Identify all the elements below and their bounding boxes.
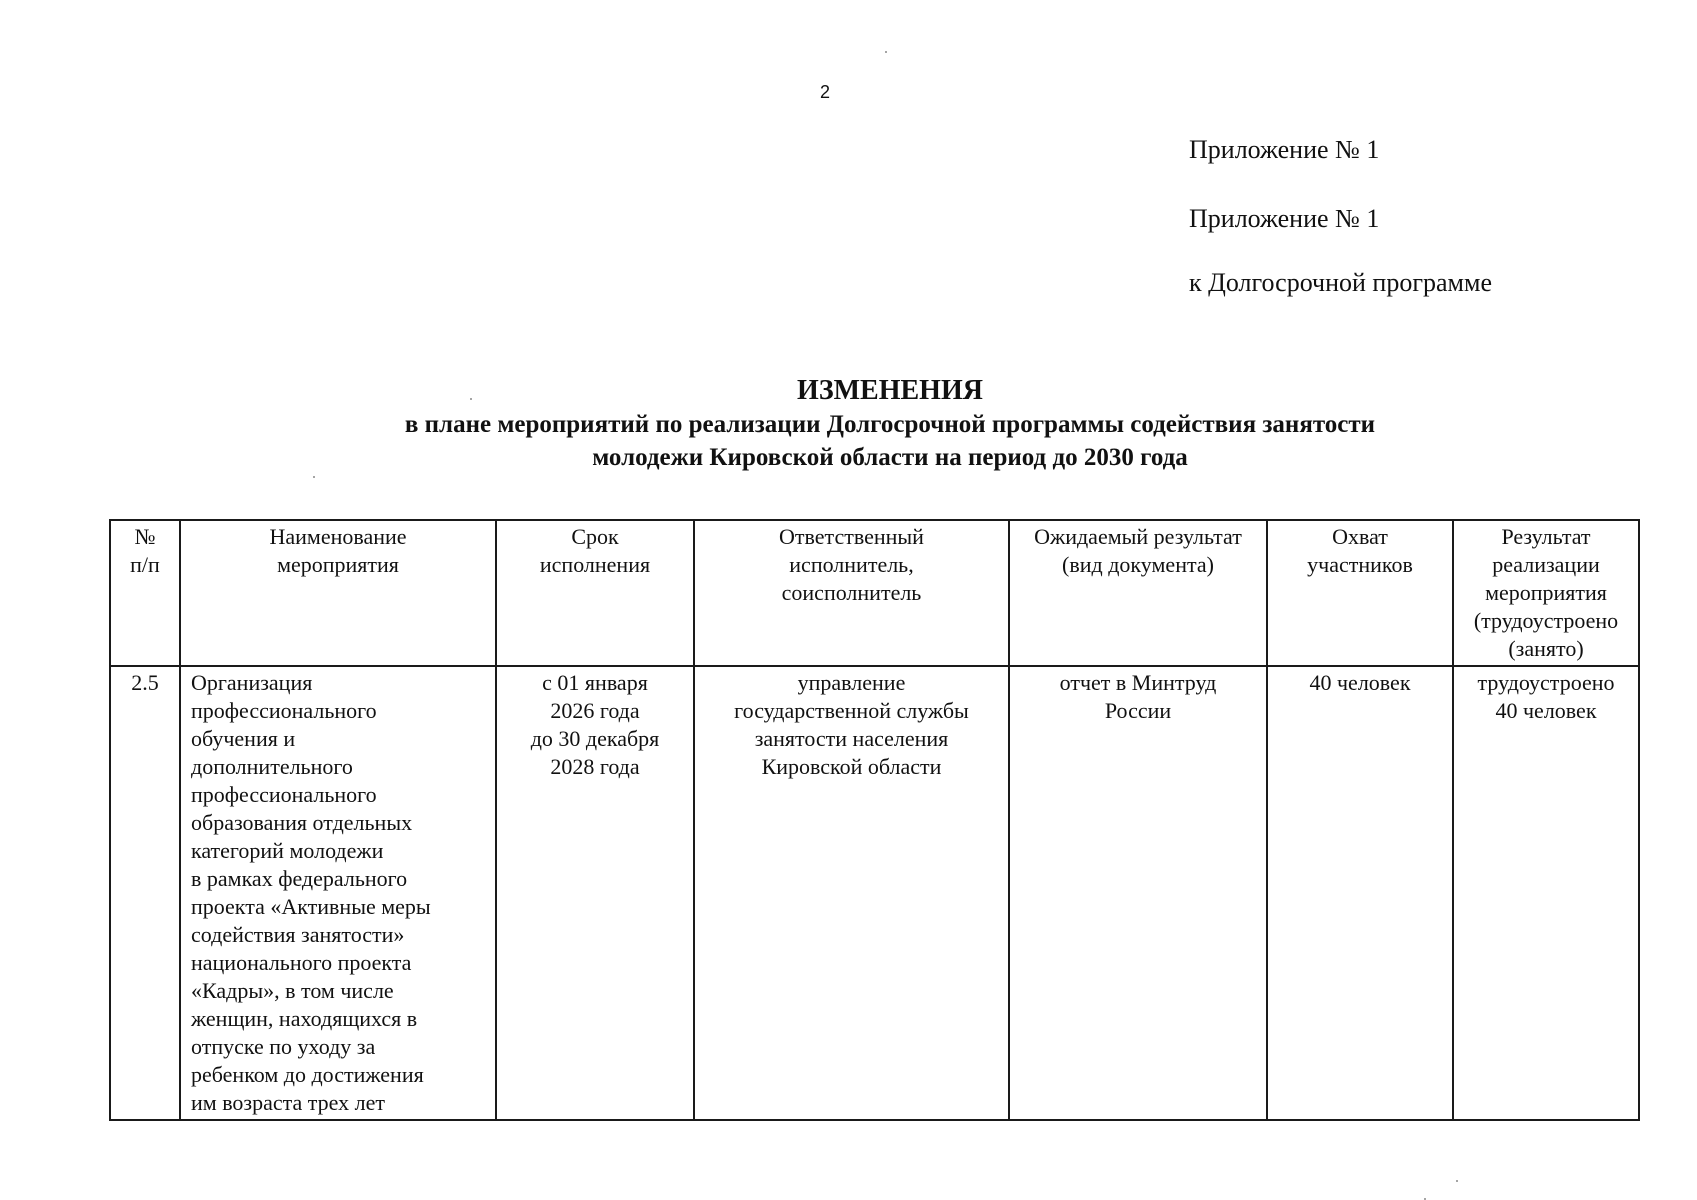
header-expected: Ожидаемый результат (вид документа) [1009, 520, 1267, 666]
appendix-line-1: Приложение № 1 [1189, 135, 1380, 164]
title-line-3: молодежи Кировской области на период до 2030 года [592, 444, 1188, 471]
header-num: № п/п [110, 520, 180, 666]
cell-coverage: 40 человек [1267, 666, 1453, 1120]
scan-speck [313, 476, 315, 478]
header-result: Результат реализации мероприятия (трудоустроено (занято) [1453, 520, 1639, 666]
header-name: Наименование мероприятия [180, 520, 496, 666]
document-title [110, 374, 1670, 474]
cell-expected: отчет в Минтруд России [1009, 666, 1267, 1120]
table-header-row [110, 520, 1639, 666]
page-number: 2 [820, 82, 831, 102]
cell-responsible: управление государственной службы занятости населения Кировской области [694, 666, 1009, 1120]
cell-name: Организация профессионального обучения и дополнительного профессионального образования отдельных категорий молодежи в рамках федерального проекта «Активные меры содействия занятости» национального проекта «Кадры», в том числе женщин, находящихся в отпуске по уходу за ребенком до достижения им возраста трех лет [180, 666, 496, 1120]
scan-speck [1456, 1180, 1458, 1182]
plan-table [109, 519, 1640, 1121]
scan-speck [885, 51, 887, 53]
cell-term: с 01 января 2026 года до 30 декабря 2028 года [496, 666, 694, 1120]
appendix-line-3: к Долгосрочной программе [1189, 268, 1492, 297]
title-line-2: в плане мероприятий по реализации Долгосрочной программы содействия занятости [404, 411, 1376, 438]
cell-num: 2.5 [110, 666, 180, 1120]
appendix-line-2: Приложение № 1 [1189, 204, 1380, 233]
header-coverage: Охват участников [1267, 520, 1453, 666]
header-responsible: Ответственный исполнитель, соисполнитель [694, 520, 1009, 666]
scan-speck [470, 398, 472, 400]
header-term: Срок исполнения [496, 520, 694, 666]
cell-result: трудоустроено 40 человек [1453, 666, 1639, 1120]
table-row [110, 666, 1639, 1120]
title-main: ИЗМЕНЕНИЯ [797, 375, 983, 406]
